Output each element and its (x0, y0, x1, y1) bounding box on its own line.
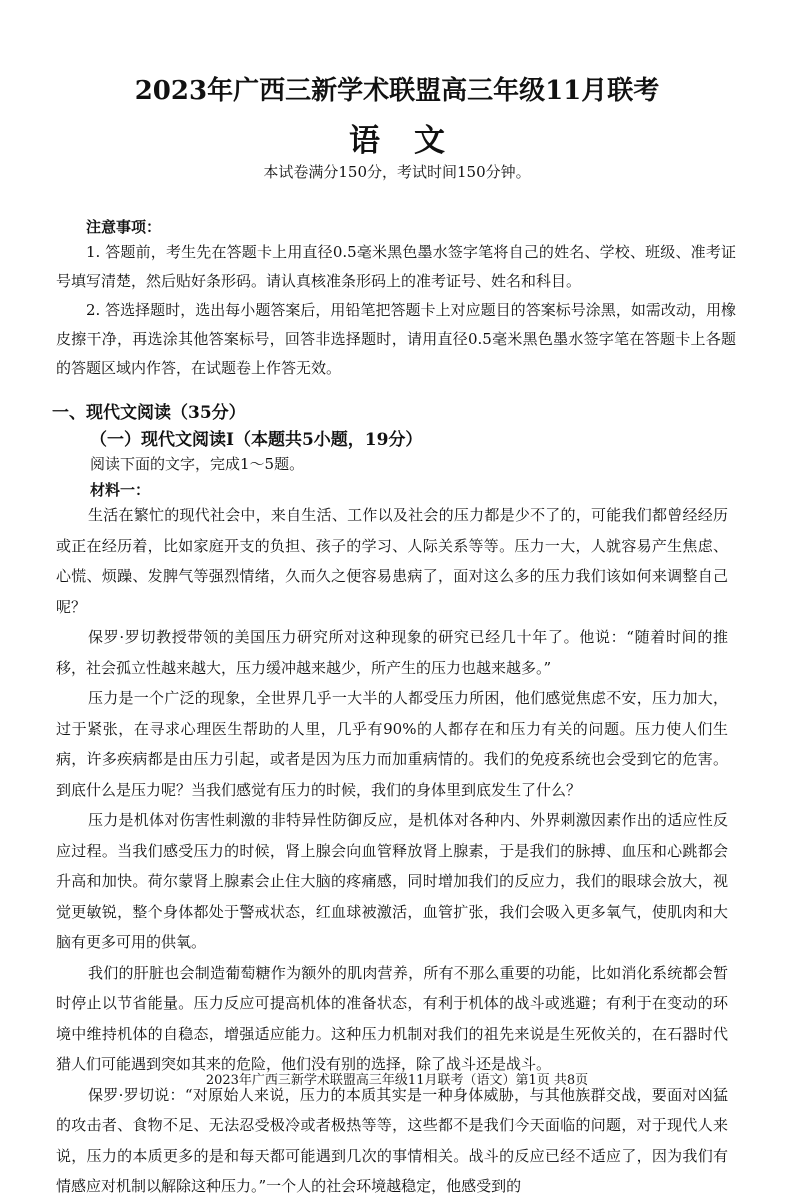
passage-paragraph: 我们的肝脏也会制造葡萄糖作为额外的肌肉营养，所有不那么重要的功能，比如消化系统都会暂时停止以节省能量。压力反应可提高机体的准备状态，有利于机体的战斗或逃避；有利于在变动的环境中维持机体的自稳态，增强适应能力。这种压力机制对我们的祖先来说是生死攸关的，在石器时代猎人们可能遇到突如其来的危险，他们没有别的选择，除了战斗还是战斗。 (56, 963, 728, 1073)
reading-instruction: 阅读下面的文字，完成1～5题。 (90, 455, 305, 473)
notes-heading: 注意事项： (86, 218, 162, 236)
subsection-heading: （一）现代文阅读Ⅰ（本题共5小题，19分） (90, 430, 423, 450)
exam-title: 2023年广西三新学术联盟高三年级11月联考 (134, 76, 660, 106)
subject-title: 语文 (349, 123, 479, 159)
passage-paragraph: 保罗·罗切教授带领的美国压力研究所对这种现象的研究已经几十年了。他说：“随着时间的推移，社会孤立性越来越大，压力缓冲越来越少，所产生的压力也越来越多。” (56, 628, 728, 677)
page-footer: 2023年广西三新学术联盟高三年级11月联考（语文）第1页 共8页 (205, 1073, 589, 1088)
material-label: 材料一： (90, 481, 151, 499)
section-heading: 一、现代文阅读（35分） (52, 403, 246, 423)
passage-paragraph: 压力是机体对伤害性刺激的非特异性防御反应，是机体对各种内、外界刺激因素作出的适应性反应过程。当我们感受压力的时候，肾上腺会向血管释放肾上腺素，于是我们的脉搏、血压和心跳都会升高和加快。荷尔蒙肾上腺素会止住大脑的疼痛感，同时增加我们的反应力，我们的眼球会放大，视觉更敏锐，整个身体都处于警戒状态，红血球被激活，血管扩张，我们会吸入更多氧气，使肌肉和大脑有更多可用的供氧。 (56, 811, 728, 951)
note-item: 2. 答选择题时，选出每小题答案后，用铅笔把答题卡上对应题目的答案标号涂黑，如需改动，用橡皮擦干净，再选涂其他答案标号，回答非选择题时，请用直径0.5毫米黑色墨水签字笔在答题卡上各题的答题区域内作答，在试题卷上作答无效。 (56, 301, 736, 377)
passage-paragraph: 生活在繁忙的现代社会中，来自生活、工作以及社会的压力都是少不了的，可能我们都曾经经历或正在经历着，比如家庭开支的负担、孩子的学习、人际关系等等。压力一大，人就容易产生焦虑、心慌、烦躁、发脾气等强烈情绪，久而久之便容易患病了，面对这么多的压力我们该如何来调整自己呢？ (56, 506, 728, 616)
passage-paragraph: 压力是一个广泛的现象，全世界几乎一大半的人都受压力所困，他们感觉焦虑不安，压力加大，过于紧张，在寻求心理医生帮助的人里，几乎有90%的人都存在和压力有关的问题。压力使人们生病，许多疾病都是由压力引起，或者是因为压力而加重病情的。我们的免疫系统也会受到它的危害。到底什么是压力呢？当我们感觉有压力的时候，我们的身体里到底发生了什么？ (56, 689, 728, 799)
score-time-line: 本试卷满分150分，考试时间150分钟。 (263, 163, 531, 181)
reading-passage (56, 500, 728, 1202)
passage-paragraph: 保罗·罗切说：“对原始人来说，压力的本质其实是一种身体威胁，与其他族群交战，要面对凶猛的攻击者、食物不足、无法忍受极冷或者极热等等，这些都不是我们今天面临的问题，对于现代人来说，压力的本质更多的是和每天都可能遇到几次的事情相关。战斗的反应已经不适应了，因为我们有情感应对机制以解除这种压力。”一个人的社会环境越稳定，他感受到的 (56, 1085, 728, 1195)
note-item: 1. 答题前，考生先在答题卡上用直径0.5毫米黑色墨水签字笔将自己的姓名、学校、班级、准考证号填写清楚，然后贴好条形码。请认真核准条形码上的准考证号、姓名和科目。 (56, 243, 736, 290)
